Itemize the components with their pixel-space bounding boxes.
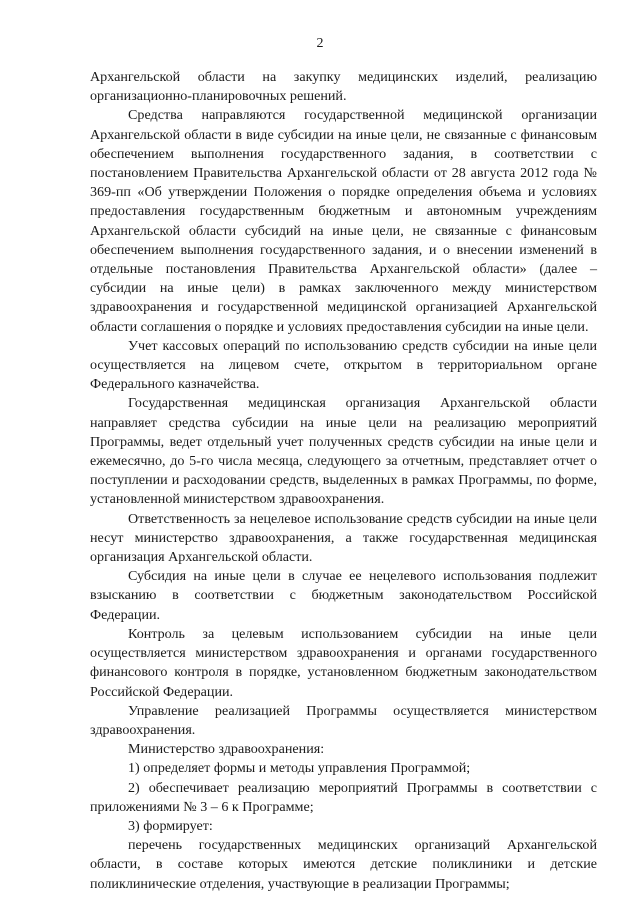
paragraph-responsibility: Ответственность за нецелевое использование средств субсидии на иные цели несут министерство здравоохранения, а также государственная медицинская организация Архангельской области. [90, 510, 597, 566]
document-body [90, 68, 597, 894]
paragraph-recovery: Субсидия на иные цели в случае ее нецелевого использования подлежит взысканию в соответствии с бюджетным законодательством Российской Федерации. [90, 568, 597, 623]
paragraph-continuation: Архангельской области на закупку медицинских изделий, реализацию организационно-планировочных решений. [90, 69, 597, 105]
list-item-1: 1) определяет формы и методы управления Программой; [128, 760, 471, 777]
list-item-3: 3) формирует: [128, 817, 213, 834]
paragraph-organization-list: перечень государственных медицинских организаций Архангельской области, в составе которых имеются детские поликлиники и детские поликлинические отделения, участвующие в реализации Программы; [90, 837, 597, 892]
list-item-2: 2) обеспечивает реализацию мероприятий Программы в соответствии с приложениями № 3 – 6 к Программе; [90, 779, 597, 815]
paragraph-management: Управление реализацией Программы осуществляется министерством здравоохранения. [90, 702, 597, 738]
paragraph-organization-duties: Государственная медицинская организация Архангельской области направляет средства субсидии на иные цели на реализацию мероприятий Программы, ведет отдельный учет полученных средств субсидии на иные цели и ежемесячно, до 5-го числа месяца, следующего за отчетным, представляет отчет о поступлении и расходовании средств, выделенных в рамках Программы, по форме, установленной министерством здравоохранения. [90, 395, 597, 508]
paragraph-ministry-heading: Министерство здравоохранения: [128, 741, 325, 758]
paragraph-control: Контроль за целевым использованием субсидии на иные цели осуществляется министерством здравоохранения и органами государственного финансового контроля в порядке, установленном бюджетным законодательством Российской Федерации. [90, 625, 597, 700]
paragraph-cash-accounting: Учет кассовых операций по использованию средств субсидии на иные цели осуществляется на лицевом счете, открытом в территориальном органе Федерального казначейства. [90, 337, 597, 393]
page-number: 2 [316, 36, 324, 51]
paragraph-funding-direction: Средства направляются государственной медицинской организации Архангельской области в виде субсидии на иные цели, не связанные с финансовым обеспечением выполнения государственного задания, в соответствии с постановлением Правительства Архангельской области от 28 августа 2012 года № 369-пп «Об утверждении Положения о порядке определения объема и условиях предоставления государственным бюджетным и автономным учреждениям Архангельской области субсидий на иные цели, не связанные с финансовым обеспечением выполнения государственного задания, и о внесении изменений в отдельные постановления Правительства Архангельской области» (далее – субсидии на иные цели) в рамках заключенного между министерством здравоохранения и государственной медицинской организацией Архангельской области соглашения о порядке и условиях предоставления субсидии на иные цели. [90, 107, 597, 335]
